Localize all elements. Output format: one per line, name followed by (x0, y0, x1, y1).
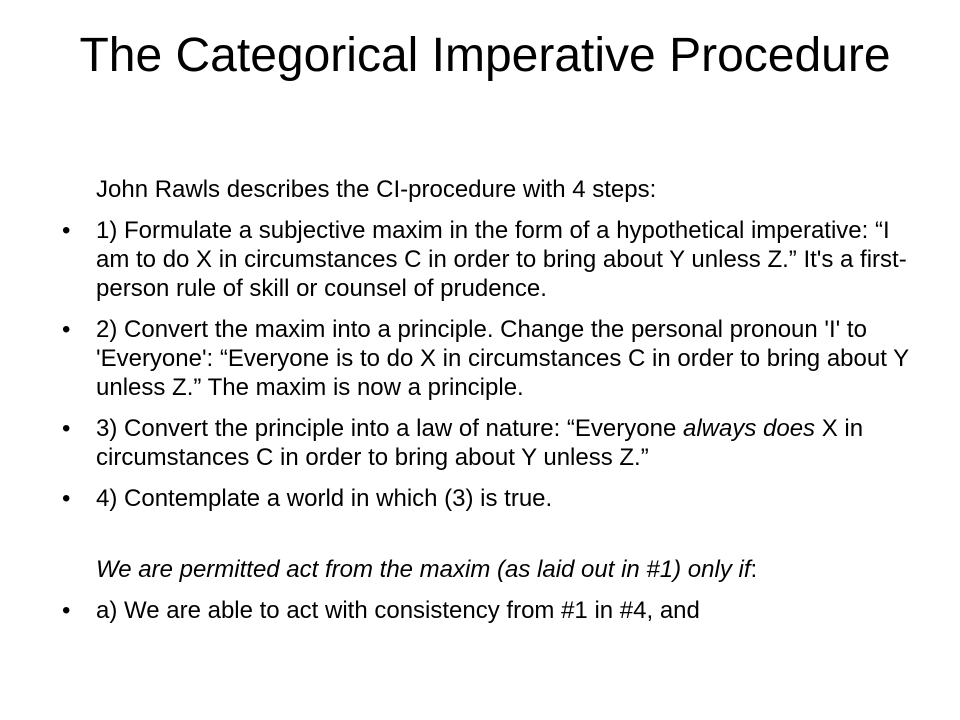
bullet-glyph: • (62, 415, 71, 442)
step-3-text-before: 3) Convert the principle into a law of nature: “Everyone (96, 415, 683, 442)
step-4-text: 4) Contemplate a world in which (3) is true. (96, 485, 553, 512)
slide-title: The Categorical Imperative Procedure (79, 29, 891, 82)
condition-a-text: a) We are able to act with consistency from #1 in #4, and (96, 597, 700, 624)
step-3-text-after: X in circumstances C in order to bring about Y unless Z.” (96, 415, 864, 471)
step-3 (62, 414, 922, 472)
step-1 (62, 216, 922, 303)
step-4 (62, 484, 922, 513)
bullet-glyph: • (62, 316, 71, 343)
bullet-glyph: • (62, 217, 71, 244)
spacer (62, 525, 922, 555)
condition-a (62, 596, 922, 625)
step-2-text: 2) Convert the maxim into a principle. Change the personal pronoun 'I' to 'Everyone': “Everyone is to do X in circumstances C in order to bring about Y unless Z.” The maxim is now a principle. (96, 316, 909, 401)
intro-text: John Rawls describes the CI-procedure with 4 steps: (96, 176, 657, 203)
condition-intro-emphasis: We are permitted act from the maxim (as laid out in #1) only if (96, 556, 751, 583)
bullet-glyph: • (62, 597, 71, 624)
bullet-glyph: • (62, 485, 71, 512)
step-1-text: 1) Formulate a subjective maxim in the form of a hypothetical imperative: “I am to do X in circumstances C in order to bring about Y unless Z.” It's a first-person rule of skill or counsel of prudence. (96, 217, 907, 302)
condition-intro-after: : (750, 556, 758, 583)
slide-body (62, 175, 922, 637)
condition-intro (62, 555, 922, 584)
step-2 (62, 315, 922, 402)
step-3-emphasis: always does (682, 415, 816, 442)
